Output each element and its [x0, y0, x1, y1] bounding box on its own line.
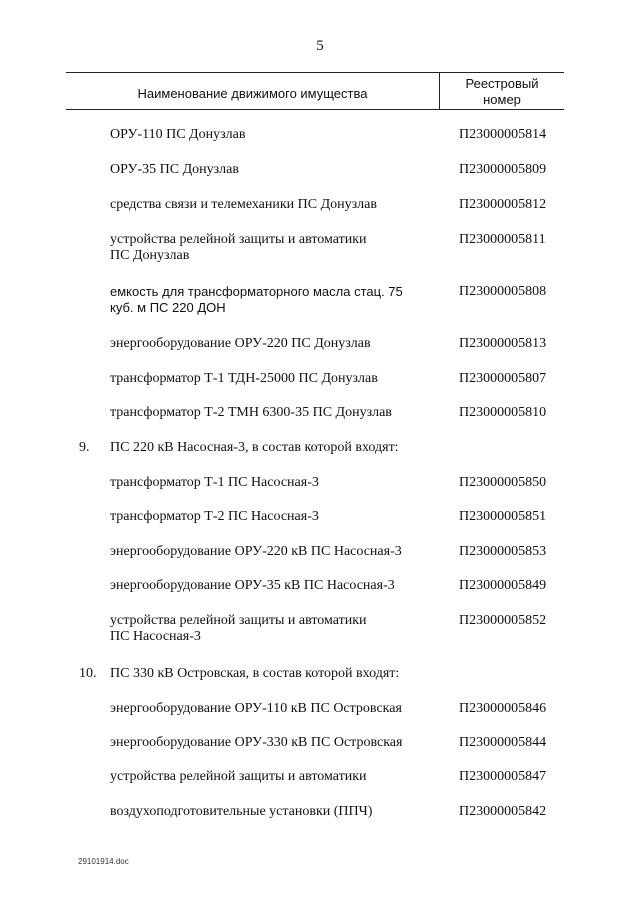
registry-number: П23000005853	[459, 544, 547, 559]
item-name: энергооборудование ОРУ-220 кВ ПС Насосная-3	[110, 544, 402, 559]
item-name: энергооборудование ОРУ-35 кВ ПС Насосная-3	[110, 578, 395, 593]
registry-number: П23000005808	[459, 284, 547, 299]
page-number: 5	[316, 38, 324, 54]
item-name	[110, 613, 440, 645]
registry-number: П23000005851	[459, 509, 547, 524]
registry-number: П23000005810	[459, 405, 547, 420]
item-name: трансформатор Т-1 ПС Насосная-3	[110, 475, 319, 490]
column-header-name: Наименование движимого имущества	[137, 86, 368, 101]
item-name: воздухоподготовительные установки (ППЧ)	[110, 804, 373, 819]
item-name: устройства релейной защиты и автоматики	[110, 769, 367, 784]
item-name-line1: емкость для трансформаторного масла стац. 75	[110, 284, 403, 299]
item-name-line1: устройства релейной защиты и автоматики	[110, 232, 367, 247]
item-name: энергооборудование ОРУ-330 кВ ПС Островская	[110, 735, 403, 750]
item-name: ОРУ-35 ПС Донузлав	[110, 162, 239, 177]
item-name-line2: ПС Донузлав	[110, 248, 190, 263]
registry-number: П23000005842	[459, 804, 547, 819]
item-name: ОРУ-110 ПС Донузлав	[110, 127, 246, 142]
item-name: трансформатор Т-2 ТМН 6300-35 ПС Донузлав	[110, 405, 392, 420]
section-title: ПС 220 кВ Насосная-3, в состав которой входят:	[110, 440, 399, 455]
item-name: энергооборудование ОРУ-110 кВ ПС Островская	[110, 701, 402, 716]
item-name: трансформатор Т-2 ПС Насосная-3	[110, 509, 319, 524]
column-header-registry	[440, 76, 564, 108]
column-header-registry-line1: Реестровый	[465, 76, 539, 91]
column-header-registry-line2: номер	[483, 92, 521, 107]
registry-number: П23000005846	[459, 701, 547, 716]
item-name-line1: устройства релейной защиты и автоматики	[110, 613, 367, 628]
item-name: средства связи и телемеханики ПС Донузлав	[110, 197, 377, 212]
item-name	[110, 284, 440, 316]
registry-number: П23000005814	[459, 127, 547, 142]
registry-number: П23000005849	[459, 578, 547, 593]
registry-number: П23000005812	[459, 197, 547, 212]
registry-number: П23000005807	[459, 371, 547, 386]
document-filename: 29101914.doc	[78, 857, 129, 866]
registry-number: П23000005809	[459, 162, 547, 177]
registry-number: П23000005811	[459, 232, 546, 247]
registry-number: П23000005847	[459, 769, 547, 784]
item-name-line2: ПС Насосная-3	[110, 629, 201, 644]
section-title: ПС 330 кВ Островская, в состав которой входят:	[110, 666, 400, 681]
item-name: трансформатор Т-1 ТДН-25000 ПС Донузлав	[110, 371, 378, 386]
registry-number: П23000005850	[459, 475, 547, 490]
registry-number: П23000005852	[459, 613, 547, 628]
table-header-bottom-border	[66, 109, 564, 110]
item-name: энергооборудование ОРУ-220 ПС Донузлав	[110, 336, 371, 351]
table-header-top-border	[66, 72, 564, 73]
section-number: 10.	[79, 666, 97, 681]
item-name	[110, 232, 440, 264]
item-name-line2: куб. м ПС 220 ДОН	[110, 300, 226, 315]
registry-number: П23000005844	[459, 735, 547, 750]
section-number: 9.	[79, 440, 90, 455]
registry-number: П23000005813	[459, 336, 547, 351]
